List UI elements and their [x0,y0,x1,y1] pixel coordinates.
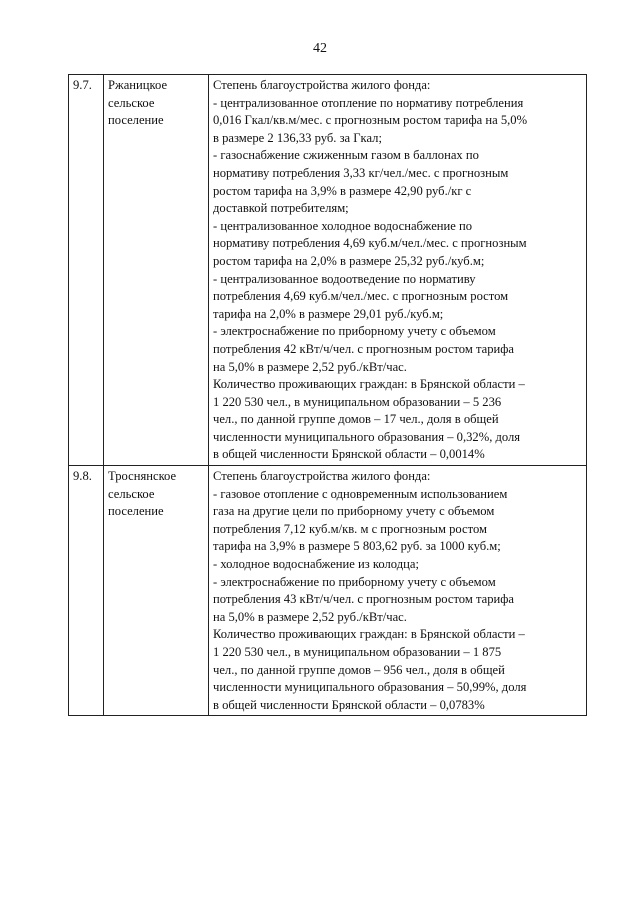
description-line: тарифа на 3,9% в размере 5 803,62 руб. за 1000 куб.м; [213,539,501,554]
description-line: потребления 42 кВт/ч/чел. с прогнозным ростом тарифа [213,341,515,356]
description-line: ростом тарифа на 3,9% в размере 42,90 руб./кг с [213,183,472,198]
description-line: - газовое отопление с одновременным использованием [213,486,508,501]
description-line: в общей численности Брянской области – 0,0014% [213,447,485,462]
row-number: 9.8. [69,466,104,716]
settlement-name-line: Троснянское [108,469,177,484]
description-line: 0,016 Гкал/кв.м/мес. с прогнозным ростом тарифа на 5,0% [213,113,528,128]
settlement-name-line: Ржаницкое [108,78,168,92]
row-number: 9.7. [69,75,104,466]
description-line: Степень благоустройства жилого фонда: [213,469,431,484]
description-line: чел., по данной группе домов – 17 чел., доля в общей [213,412,499,427]
description-line: Степень благоустройства жилого фонда: [213,78,431,92]
description-line: в размере 2 136,33 руб. за Гкал; [213,130,382,145]
settlement-name [104,75,209,466]
table-row [69,75,587,466]
description-line: численности муниципального образования – 0,32%, доля [213,429,521,444]
settlement-name-line: сельское [108,95,155,110]
settlement-name [104,466,209,716]
description-line: доставкой потребителям; [213,201,349,216]
description-line: ростом тарифа на 2,0% в размере 25,32 руб./куб.м; [213,253,485,268]
description-line: в общей численности Брянской области – 0,0783% [213,697,485,712]
table-body [69,75,587,716]
description-line: - электроснабжение по приборному учету с объемом [213,574,496,589]
description-line: - централизованное отопление по нормативу потребления [213,95,524,110]
description-line: Количество проживающих граждан: в Брянской области – [213,377,525,392]
description-line: нормативу потребления 4,69 куб.м/чел./мес. с прогнозным [213,236,527,251]
description-line: на 5,0% в размере 2,52 руб./кВт/час. [213,359,407,374]
description-line: - централизованное холодное водоснабжение по [213,218,473,233]
description-line: потребления 7,12 куб.м/кв. м с прогнозным ростом [213,521,487,536]
description-line: чел., по данной группе домов – 956 чел., доля в общей [213,662,505,677]
description-line: газа на другие цели по приборному учету с объемом [213,504,495,519]
tariff-table [68,74,587,716]
description-line: Количество проживающих граждан: в Брянской области – [213,627,525,642]
description-line: - газоснабжение сжиженным газом в баллонах по [213,148,479,163]
description-line: на 5,0% в размере 2,52 руб./кВт/час. [213,609,407,624]
description-line: - централизованное водоотведение по нормативу [213,271,476,286]
description-line: 1 220 530 чел., в муниципальном образовании – 5 236 [213,394,502,409]
settlement-name-line: сельское [108,486,155,501]
page-number: 42 [313,41,327,56]
housing-description [209,466,587,716]
description-line: - холодное водоснабжение из колодца; [213,557,419,572]
description-line: нормативу потребления 3,33 кг/чел./мес. с прогнозным [213,165,509,180]
description-line: 1 220 530 чел., в муниципальном образовании – 1 875 [213,645,502,659]
settlement-name-line: поселение [108,504,164,519]
description-line: численности муниципального образования – 50,99%, доля [213,680,527,695]
description-line: потребления 4,69 куб.м/чел./мес. с прогнозным ростом [213,289,509,304]
description-line: тарифа на 2,0% в размере 29,01 руб./куб.м; [213,306,444,321]
settlement-name-line: поселение [108,113,164,128]
housing-description [209,75,587,466]
description-line: потребления 43 кВт/ч/чел. с прогнозным ростом тарифа [213,592,515,607]
table-row [69,466,587,716]
description-line: - электроснабжение по приборному учету с объемом [213,324,496,339]
